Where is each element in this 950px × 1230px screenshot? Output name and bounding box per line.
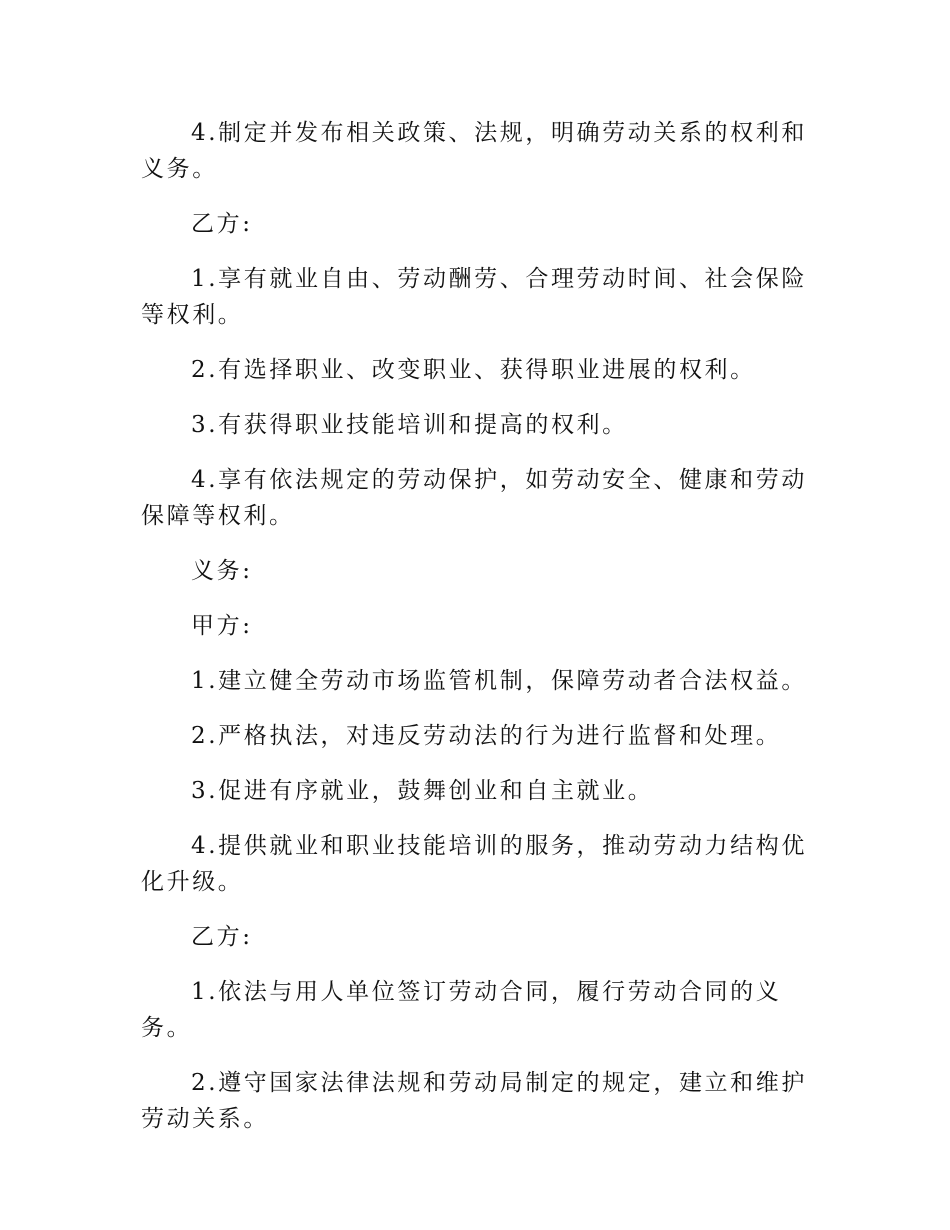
document-body xyxy=(141,115,811,1156)
paragraph-party-b-right-2: 2.有选择职业、改变职业、获得职业进展的权利。 xyxy=(191,357,756,383)
paragraph-party-a-item-4: 4.制定并发布相关政策、法规，明确劳动关系的权利和义务。 xyxy=(141,120,807,182)
paragraph-party-a-duty-1: 1.建立健全劳动市场监管机制，保障劳动者合法权益。 xyxy=(191,668,807,694)
heading-party-a: 甲方: xyxy=(191,613,253,639)
paragraph-party-b-right-4: 4.享有依法规定的劳动保护，如劳动安全、健康和劳动保障等权利。 xyxy=(141,467,807,529)
paragraph-party-b-duty-2: 2.遵守国家法律法规和劳动局制定的规定，建立和维护劳动关系。 xyxy=(141,1070,807,1132)
paragraph-party-b-right-3: 3.有获得职业技能培训和提高的权利。 xyxy=(191,412,628,438)
paragraph-party-a-duty-2: 2.严格执法，对违反劳动法的行为进行监督和处理。 xyxy=(191,723,782,749)
paragraph-party-a-duty-3: 3.促进有序就业，鼓舞创业和自主就业。 xyxy=(191,778,654,804)
paragraph-party-b-duty-1: 1.依法与用人单位签订劳动合同，履行劳动合同的义务。 xyxy=(141,979,782,1041)
paragraph-party-a-duty-4: 4.提供就业和职业技能培训的服务，推动劳动力结构优化升级。 xyxy=(141,833,807,895)
heading-party-b: 乙方: xyxy=(191,211,253,237)
heading-obligations: 义务: xyxy=(191,558,253,584)
paragraph-party-b-right-1: 1.享有就业自由、劳动酬劳、合理劳动时间、社会保险等权利。 xyxy=(141,266,807,328)
heading-party-b-duties: 乙方: xyxy=(191,924,253,950)
